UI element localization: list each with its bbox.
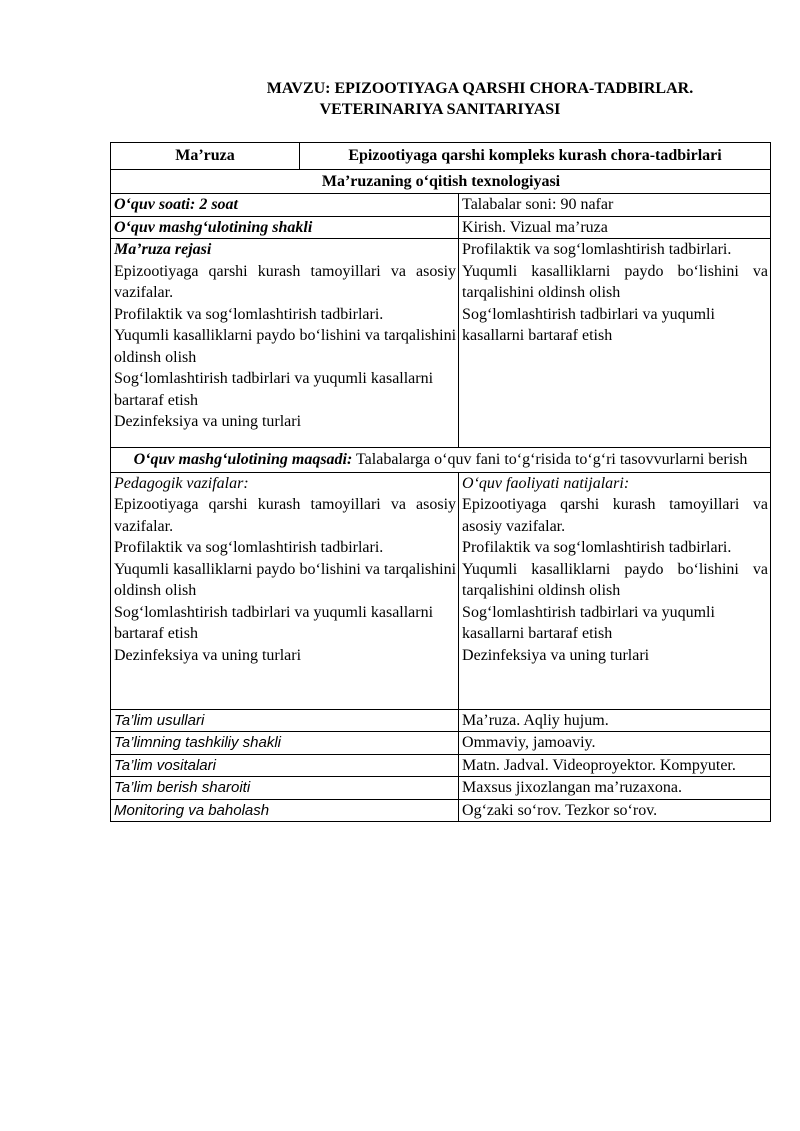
technology-heading: Ma’ruzaning o‘qitish texnologiyasi [111,169,771,194]
plan-item: Sog‘lomlashtirish tadbirlari va yuqumli kasallarni bartaraf etish [114,370,434,409]
task-item: Sog‘lomlashtirish tadbirlari va yuqumli kasallarni bartaraf etish [114,603,434,642]
document-title [110,78,770,120]
table-row [111,799,771,822]
methods-label: Ta’lim usullari [111,709,459,732]
hours-cell: O‘quv soati: 2 soat [111,194,459,217]
tools-value: Matn. Jadval. Videoproyektor. Kompyuter. [459,754,771,777]
plan-item: Yuqumli kasalliklarni paydo bo‘lishini va tarqalishini oldinsh olish [114,327,457,366]
plan-right-item: Sog‘lomlashtirish tadbirlari va yuqumli kasallarni bartaraf etish [462,305,715,344]
table-row [111,216,771,239]
plan-item: Profilaktik va sog‘lomlashtirish tadbirlari. [114,305,384,323]
result-item: Sog‘lomlashtirish tadbirlari va yuqumli kasallarni bartaraf etish [462,603,715,642]
form-label-cell: O‘quv mashg‘ulotining shakli [111,216,459,239]
tasks-left-label: Pedagogik vazifalar: [114,474,249,492]
task-item: Profilaktik va sog‘lomlashtirish tadbirlari. [114,539,384,556]
task-item: Dezinfeksiya va uning turlari [114,646,302,664]
result-item: Yuqumli kasalliklarni paydo bo‘lishini va tarqalishini oldinsh olish [462,560,768,599]
tasks-right-label: O‘quv faoliyati natijalari: [462,474,630,492]
plan-item: Dezinfeksiya va uning turlari [114,413,302,430]
table-row [111,777,771,800]
table-row [111,472,771,709]
plan-right-item: Profilaktik va sog‘lomlashtirish tadbirlari. [462,241,732,258]
students-cell: Talabalar soni: 90 nafar [459,194,771,217]
monitoring-label: Monitoring va baholash [111,799,459,822]
result-item: Profilaktik va sog‘lomlashtirish tadbirlari. [462,539,732,556]
result-item: Epizootiyaga qarshi kurash tamoyillari va asosiy vazifalar. [462,496,768,535]
organization-label: Ta’limning tashkiliy shakli [111,732,459,755]
title-line-2: VETERINARIYA SANITARIYASI [319,101,561,118]
tools-label: Ta’lim vositalari [111,754,459,777]
conditions-value: Maxsus jixozlangan ma’ruzaxona. [459,777,771,800]
conditions-label: Ta’lim berish sharoiti [111,777,459,800]
monitoring-value: Og‘zaki so‘rov. Tezkor so‘rov. [459,799,771,822]
title-line-1: MAVZU: EPIZOOTIYAGA QARSHI CHORA-TADBIRLAR. [266,80,694,97]
table-row [111,194,771,217]
lecture-technology-table [110,142,771,822]
header-right-cell: Epizootiyaga qarshi kompleks kurash chora-tadbirlari [348,147,722,164]
header-left-cell: Ma’ruza [111,143,300,169]
table-row [111,448,771,473]
plan-label: Ma’ruza rejasi [114,241,212,258]
goal-text: Talabalarga o‘quv fani to‘g‘risida to‘g‘ri tasovvurlarni berish [352,451,748,468]
plan-right-item: Yuqumli kasalliklarni paydo bo‘lishini va tarqalishini oldinsh olish [462,262,768,301]
table-row [111,169,771,194]
table-row [111,239,771,448]
tasks-right-cell [459,472,771,709]
organization-value: Ommaviy, jamoaviy. [459,732,771,755]
table-row [111,143,771,170]
methods-value: Ma’ruza. Aqliy hujum. [459,709,771,732]
task-item: Epizootiyaga qarshi kurash tamoyillari va asosiy vazifalar. [114,496,457,535]
goal-cell [111,448,771,473]
goal-label: O‘quv mashg‘ulotining maqsadi: [133,451,353,468]
plan-left-cell [111,239,459,448]
task-item: Yuqumli kasalliklarni paydo bo‘lishini va tarqalishini oldinsh olish [114,560,457,599]
plan-right-cell [459,239,771,448]
table-row [111,732,771,755]
form-value-cell: Kirish. Vizual ma’ruza [459,216,771,239]
table-row [111,754,771,777]
tasks-left-cell [111,472,459,709]
plan-item: Epizootiyaga qarshi kurash tamoyillari va asosiy vazifalar. [114,262,457,301]
result-item: Dezinfeksiya va uning turlari [462,646,650,664]
table-row [111,709,771,732]
